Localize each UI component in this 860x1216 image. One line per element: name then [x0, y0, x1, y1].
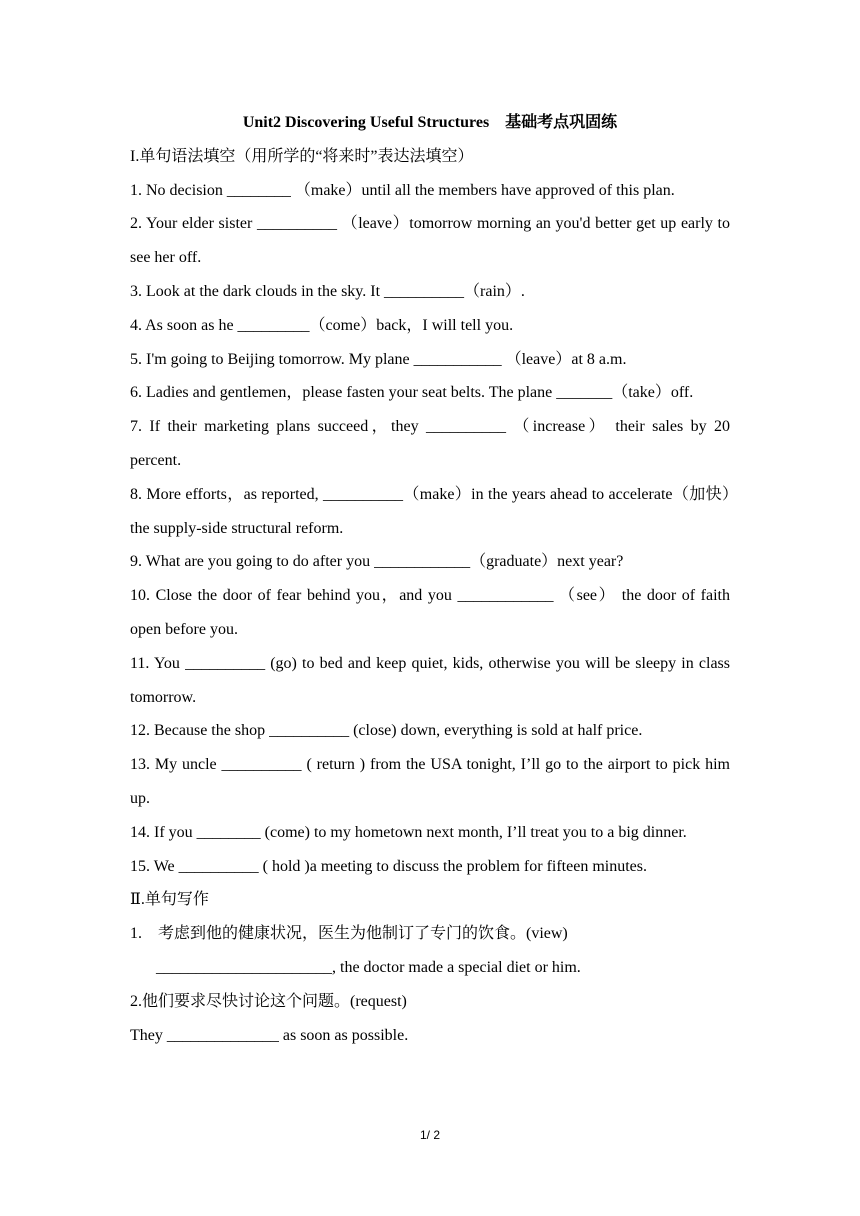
question-7: 7. If their marketing plans succeed，they __________ （increase） their sales by 20 percent.	[130, 418, 730, 469]
writing-question-1-answer: ______________________, the doctor made a special diet or him.	[156, 958, 581, 976]
question-6: 6. Ladies and gentlemen，please fasten your seat belts. The plane _______（take）off.	[130, 384, 694, 402]
question-4: 4. As soon as he _________（come）back，I will tell you.	[130, 316, 514, 334]
section-1-heading: I.单句语法填空（用所学的“将来时”表达法填空）	[130, 147, 474, 165]
question-13: 13. My uncle __________ ( return ) from the USA tonight, I’ll go to the airport to pick him up.	[130, 756, 730, 807]
writing-question-2-answer: They ______________ as soon as possible.	[130, 1026, 409, 1044]
question-15: 15. We __________ ( hold )a meeting to discuss the problem for fifteen minutes.	[130, 857, 647, 875]
question-5: 5. I'm going to Beijing tomorrow. My plane ___________ （leave）at 8 a.m.	[130, 350, 627, 368]
question-11: 11. You __________ (go) to bed and keep quiet, kids, otherwise you will be sleepy in class tomorrow.	[130, 654, 730, 706]
content-area	[130, 106, 730, 1052]
question-2: 2. Your elder sister __________ （leave）tomorrow morning an you'd better get up early to see her off.	[130, 215, 730, 267]
question-3: 3. Look at the dark clouds in the sky. It __________（rain）.	[130, 282, 525, 300]
page-number: 1/ 2	[419, 1128, 440, 1142]
writing-question-1-prompt: 1. 考虑到他的健康状况，医生为他制订了专门的饮食。(view)	[130, 925, 568, 943]
question-8: 8. More efforts，as reported, __________（make）in the years ahead to accelerate（加快）the supply-side structural reform.	[130, 485, 730, 537]
question-14: 14. If you ________ (come) to my hometown next month, I’ll treat you to a big dinner.	[130, 823, 687, 841]
question-1: 1. No decision ________ （make）until all the members have approved of this plan.	[130, 181, 675, 199]
writing-question-2-prompt: 2.他们要求尽快讨论这个问题。(request)	[130, 992, 407, 1010]
question-10: 10. Close the door of fear behind you，and you ____________ （see） the door of faith open before you.	[130, 587, 730, 638]
page-title: Unit2 Discovering Useful Structures 基础考点巩固练	[242, 114, 618, 131]
question-12: 12. Because the shop __________ (close) down, everything is sold at half price.	[130, 722, 643, 740]
section-2-heading: Ⅱ.单句写作	[130, 891, 209, 909]
question-9: 9. What are you going to do after you ____________（graduate）next year?	[130, 553, 624, 571]
